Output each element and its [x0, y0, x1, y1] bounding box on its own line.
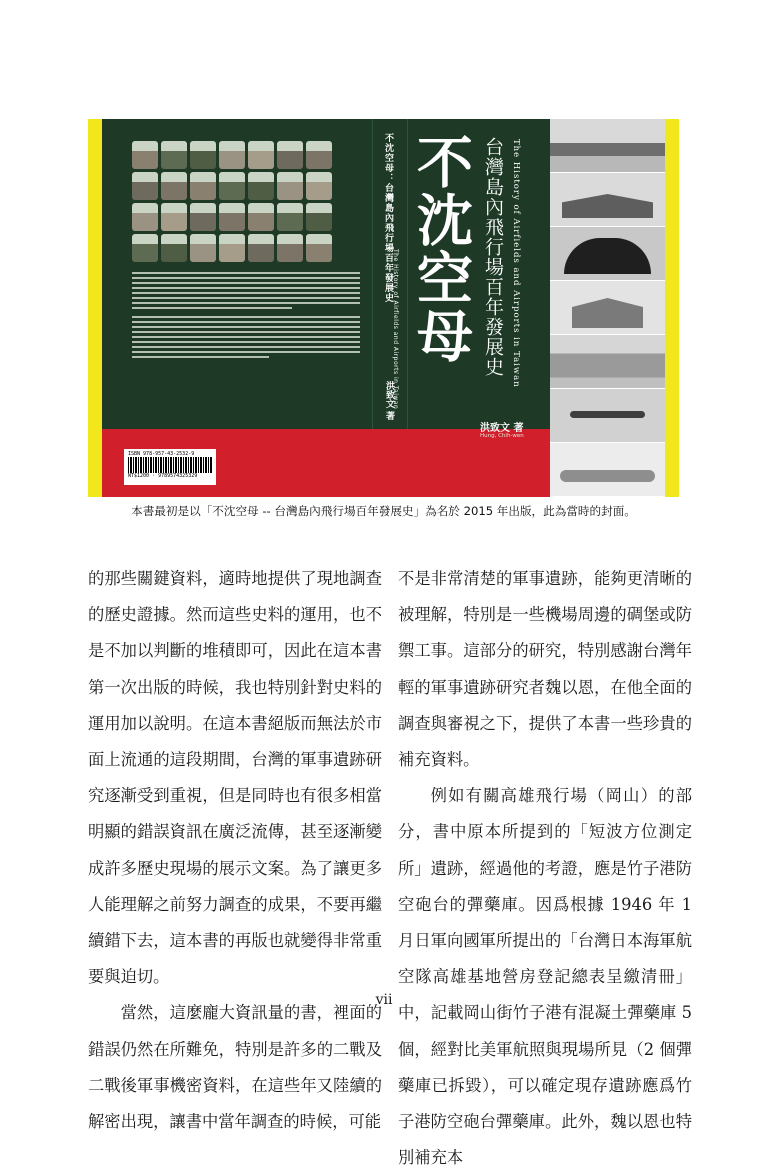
airfield-photo-strip — [550, 119, 665, 497]
paragraph: 不是非常清楚的軍事遺跡，能夠更清晰的被理解，特別是一些機場周邊的碉堡或防禦工事。這部分的研究，特別感謝台灣年輕的軍事遺跡研究者魏以恩，在他全面的調查與審視之下，提供了本書一些珍貴的補充資料。 — [398, 569, 692, 770]
book-spine — [372, 119, 408, 429]
bunker-photo — [277, 141, 303, 169]
barcode-price-text: NT$1200 · 9789574325329 — [128, 473, 198, 479]
cover-subtitle: 台灣島內飛行場百年發展史 — [482, 137, 504, 377]
barcode-isbn-text: ISBN 978-957-43-2532-9 — [128, 451, 195, 457]
bunker-photo-grid — [132, 141, 332, 262]
right-text-column — [398, 561, 692, 1176]
bunker-photo — [161, 203, 187, 231]
paragraph: 例如有關高雄飛行場（岡山）的部分，書中原本所提到的「短波方位測定所」遺跡，經過他的考證，應是竹子港防空砲台的彈藥庫。因爲根據 1946 年 1 月日軍向國軍所提出的「台灣日本海軍航空隊高雄基地營房登記總表呈繳清冊」中，記載岡山街竹子港有混凝土彈藥庫 5 個，經對比美軍航照與現場所見（2 個彈藥庫已拆毀），可以確定現存遺跡應爲竹子港防空砲台彈藥庫。此外，魏以恩也特別補充本 — [398, 786, 692, 1168]
aircraft-photo — [550, 443, 665, 497]
bunker-photo — [132, 141, 158, 169]
bunker-photo — [219, 141, 245, 169]
bunker-photo — [190, 203, 216, 231]
airfield-photo — [550, 119, 665, 173]
bunker-photo — [277, 234, 303, 262]
bunker-photo — [248, 234, 274, 262]
bunker-photo — [248, 203, 274, 231]
hangar-photo — [550, 227, 665, 281]
bunker-photo — [190, 172, 216, 200]
left-text-column — [88, 561, 382, 1140]
bunker-photo — [306, 203, 332, 231]
back-cover-blurb — [132, 272, 360, 358]
bunker-photo — [219, 203, 245, 231]
bunker-photo — [306, 172, 332, 200]
barcode-bars — [128, 457, 212, 473]
bunker-photo — [132, 172, 158, 200]
bunker-photo — [190, 234, 216, 262]
page-number: vii — [375, 992, 393, 1008]
cover-english-title: The History of Airfields and Airports in Taiwan — [511, 139, 521, 388]
bunker-photo — [277, 203, 303, 231]
bunker-photo — [132, 234, 158, 262]
bunker-photo — [306, 141, 332, 169]
spine-english-title: The History of Airfields and Airports in Taiwan — [392, 249, 399, 410]
building-photo — [550, 281, 665, 335]
bunker-photo — [190, 141, 216, 169]
figure-caption: 本書最初是以「不沈空母 -- 台灣島內飛行場百年發展史」為名於 2015 年出版，此為當時的封面。 — [88, 499, 679, 523]
spine-author: 洪致文 著 — [384, 381, 394, 421]
isbn-barcode — [124, 449, 216, 485]
bunker-photo — [161, 172, 187, 200]
bunker-photo — [306, 234, 332, 262]
cover-author: 洪致文 著 — [480, 423, 524, 434]
paragraph: 的那些關鍵資料，適時地提供了現地調查的歷史證據。然而這些史料的運用，也不是不加以判斷的堆積即可，因此在這本書第一次出版的時候，我也特別針對史料的運用加以說明。在這本書絕版而無法於市面上流通的這段期間，台灣的軍事遺跡研究逐漸受到重視，但是同時也有很多相當明顯的錯誤資訊在廣泛流傳，甚至逐漸變成許多歷史現場的展示文案。為了讓更多人能理解之前努力調查的成果，不要再繼續錯下去，這本書的再版也就變得非常重要與迫切。 — [88, 569, 382, 987]
aircraft-photo — [550, 389, 665, 443]
bunker-photo — [248, 172, 274, 200]
bunker-photo — [161, 234, 187, 262]
bunker-photo — [277, 172, 303, 200]
bunker-photo — [161, 141, 187, 169]
cover-right-yellow-edge — [665, 119, 679, 497]
cover-title: 不沈空母 — [408, 133, 473, 365]
cover-left-yellow-edge — [88, 119, 102, 497]
bunker-photo — [219, 172, 245, 200]
back-cover — [110, 129, 372, 429]
bunker-photo — [132, 203, 158, 231]
bunker-photo — [248, 141, 274, 169]
building-photo — [550, 335, 665, 389]
cover-author-romanized: Hung, Chih-wen — [480, 433, 524, 439]
book-cover-image — [88, 119, 679, 497]
bunker-photo — [219, 234, 245, 262]
spine-title: 不沈空母：台灣島內飛行場百年發展史 — [383, 133, 393, 303]
hangar-photo — [550, 173, 665, 227]
paragraph: 當然，這麼龐大資訊量的書，裡面的錯誤仍然在所難免，特別是許多的二戰及二戰後軍事機密資料，在這些年又陸續的解密出現，讓書中當年調查的時候，可能 — [88, 1003, 382, 1132]
